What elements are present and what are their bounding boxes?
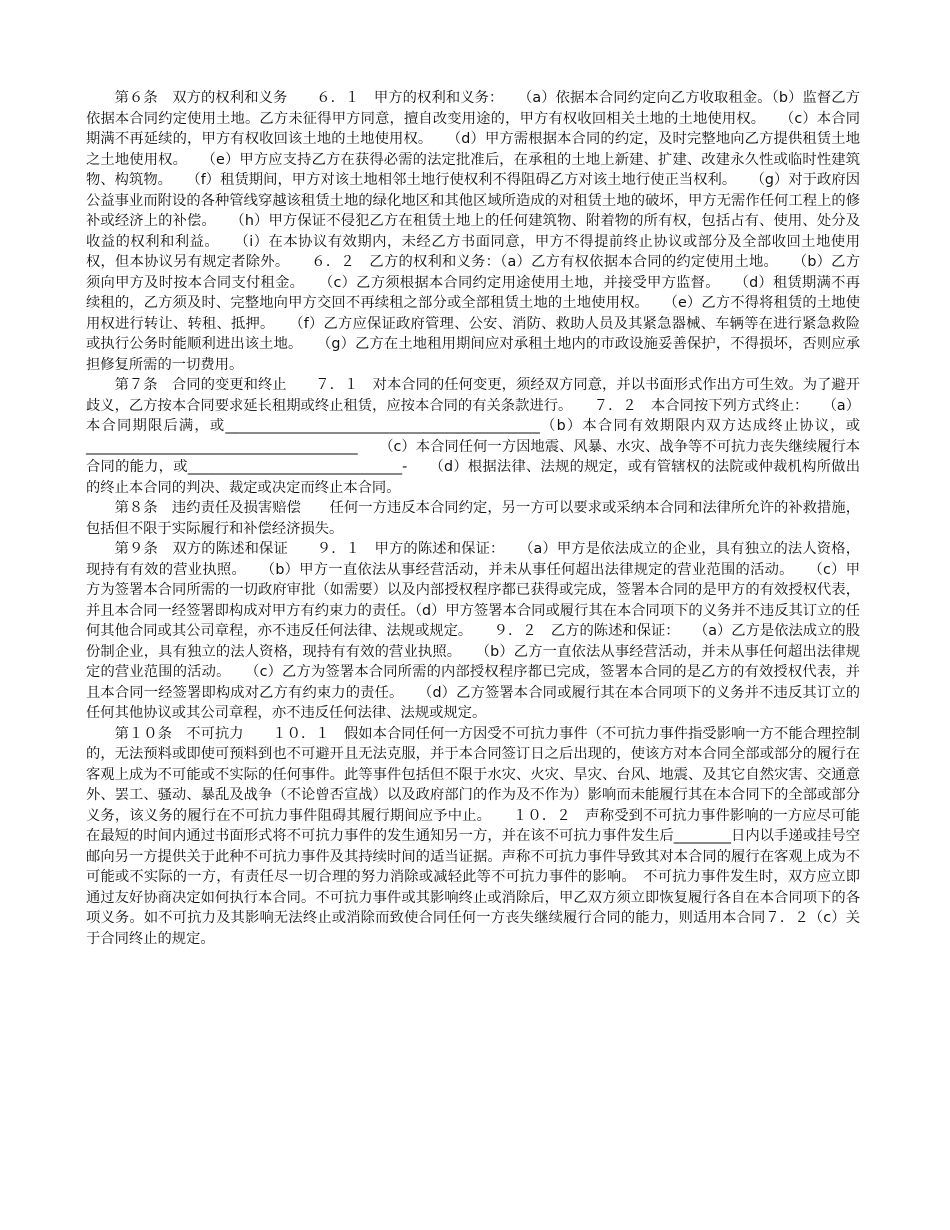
article-8-paragraph: 第８条 违约责任及损害赔偿 任何一方违反本合同约定，另一方可以要求或采纳本合同和法律所允许的补救措施，包括但不限于实际履行和补偿经济损失。	[86, 500, 860, 537]
article-9-paragraph: 第９条 双方的陈述和保证 ９．１ 甲方的陈述和保证： （a）甲方是依法成立的企业，具有独立的法人资格，现持有有效的营业执照。 （b）甲方一直依法从事经营活动，并未从事任何超出法律规定的营业范围的活动。 （c）甲方为签署本合同所需的一切政府审批（如需要）以及内部授权程序都已获得或完成，签署本合同的是甲方的有效授权代表，并且本合同一经签署即构成对甲方有约束力的责任。（d）甲方签署本合同或履行其在本合同项下的义务并不违反其订立的任何其他合同或其公司章程，亦不违反任何法律、法规或规定。 ９．２ 乙方的陈述和保证： （a）乙方是依法成立的股份制企业，具有独立的法人资格，现持有有效的营业执照。 （b）乙方一直依法从事经营活动，并未从事任何超出法律规定的营业范围的活动。 （c）乙方为签署本合同所需的内部授权程序都已完成，签署本合同的是乙方的有效授权代表，并且本合同一经签署即构成对乙方有约束力的责任。 （d）乙方签署本合同或履行其在本合同项下的义务并不违反其订立的任何其他协议或其公司章程，亦不违反任何法律、法规或规定。	[86, 541, 860, 721]
article-10-paragraph: 第１０条 不可抗力 １０．１ 假如本合同任何一方因受不可抗力事件（不可抗力事件指受影响一方不能合理控制的，无法预料或即使可预料到也不可避开且无法克服，并于本合同签订日之后出现的，使该方对本合同全部或部分的履行在客观上成为不可能或不实际的任何事件。此等事件包括但不限于水灾、火灾、旱灾、台风、地震、及其它自然灾害、交通意外、罢工、骚动、暴乱及战争（不论曾否宣战）以及政府部门的作为及不作为）影响而未能履行其在本合同下的全部或部分义务，该义务的履行在不可抗力事件阻碍其履行期间应予中止。 １０．２ 声称受到不可抗力事件影响的一方应尽可能在最短的时间内通过书面形式将不可抗力事件的发生通知另一方，并在该不可抗力事件发生后________日内以手递或挂号空邮向另一方提供关于此种不可抗力事件及其持续时间的适当证据。声称不可抗力事件导致其对本合同的履行在客观上成为不可能或不实际的一方，有责任尽一切合理的努力消除或减轻此等不可抗力事件的影响。 不可抗力事件发生时，双方应立即通过友好协商决定如何执行本合同。不可抗力事件或其影响终止或消除后，甲乙双方须立即恢复履行各自在本合同项下的各项义务。如不可抗力及其影响无法终止或消除而致使合同任何一方丧失继续履行合同的能力，则适用本合同７．２（c）关于合同终止的规定。	[86, 725, 860, 947]
article-6-paragraph: 第６条 双方的权利和义务 ６．１ 甲方的权利和义务： （a）依据本合同约定向乙方收取租金。（b）监督乙方依据本合同约定使用土地。乙方未征得甲方同意，擅自改变用途的，甲方有权收回相关土地的土地使用权。 （c）本合同期满不再延续的，甲方有权收回该土地的土地使用权。 （d）甲方需根据本合同的约定，及时完整地向乙方提供租赁土地之土地使用权。 （e）甲方应支持乙方在获得必需的法定批准后，在承租的土地上新建、扩建、改建永久性或临时性建筑物、构筑物。 （f）租赁期间，甲方对该土地相邻土地行使权利不得阻碍乙方对该土地行使正当权利。 （g）对于政府因公益事业而附设的各种管线穿越该租赁土地的绿化地区和其他区域所造成的对租赁土地的破坏，甲方无需作任何工程上的修补或经济上的补偿。 （h）甲方保证不侵犯乙方在租赁土地上的任何建筑物、附着物的所有权，包括占有、使用、处分及收益的权利和利益。 （i）在本协议有效期内，未经乙方书面同意，甲方不得提前终止协议或部分及全部收回土地使用权，但本协议另有规定者除外。 ６．２ 乙方的权利和义务：（a）乙方有权依据本合同的约定使用土地。 （b）乙方须向甲方及时按本合同支付租金。 （c）乙方须根据本合同约定用途使用土地，并接受甲方监督。 （d）租赁期满不再续租的，乙方须及时、完整地向甲方交回不再续租之部分或全部租赁土地的土地使用权。 （e）乙方不得将租赁的土地使用权进行转让、转租、抵押。 （f）乙方应保证政府管理、公安、消防、救助人员及其紧急器械、车辆等在进行紧急救险或执行公务时能顺利进出该土地。 （g）乙方在土地租用期间应对承租土地内的市政设施妥善保护，不得损坏，否则应承担修复所需的一切费用。	[86, 90, 860, 373]
document-body	[86, 88, 860, 949]
article-7-paragraph: 第７条 合同的变更和终止 ７．１ 对本合同的任何变更，须经双方同意，并以书面形式作出方可生效。为了避开歧义，乙方按本合同要求延长租期或终止租赁，应按本合同的有关条款进行。 ７．２ 本合同按下列方式终止： （a）本合同期限后满，或____________________________________________（b）本合同有效期限内双方达成终止协议，或______________________________________ （c）本合同任何一方因地震、风暴、水灾、战争等不可抗力丧失继续履行本合同的能力，或______________________________- （d）根据法律、法规的规定，或有管辖权的法院或仲裁机构所做出的终止本合同的判决、裁定或决定而终止本合同。	[86, 377, 860, 496]
